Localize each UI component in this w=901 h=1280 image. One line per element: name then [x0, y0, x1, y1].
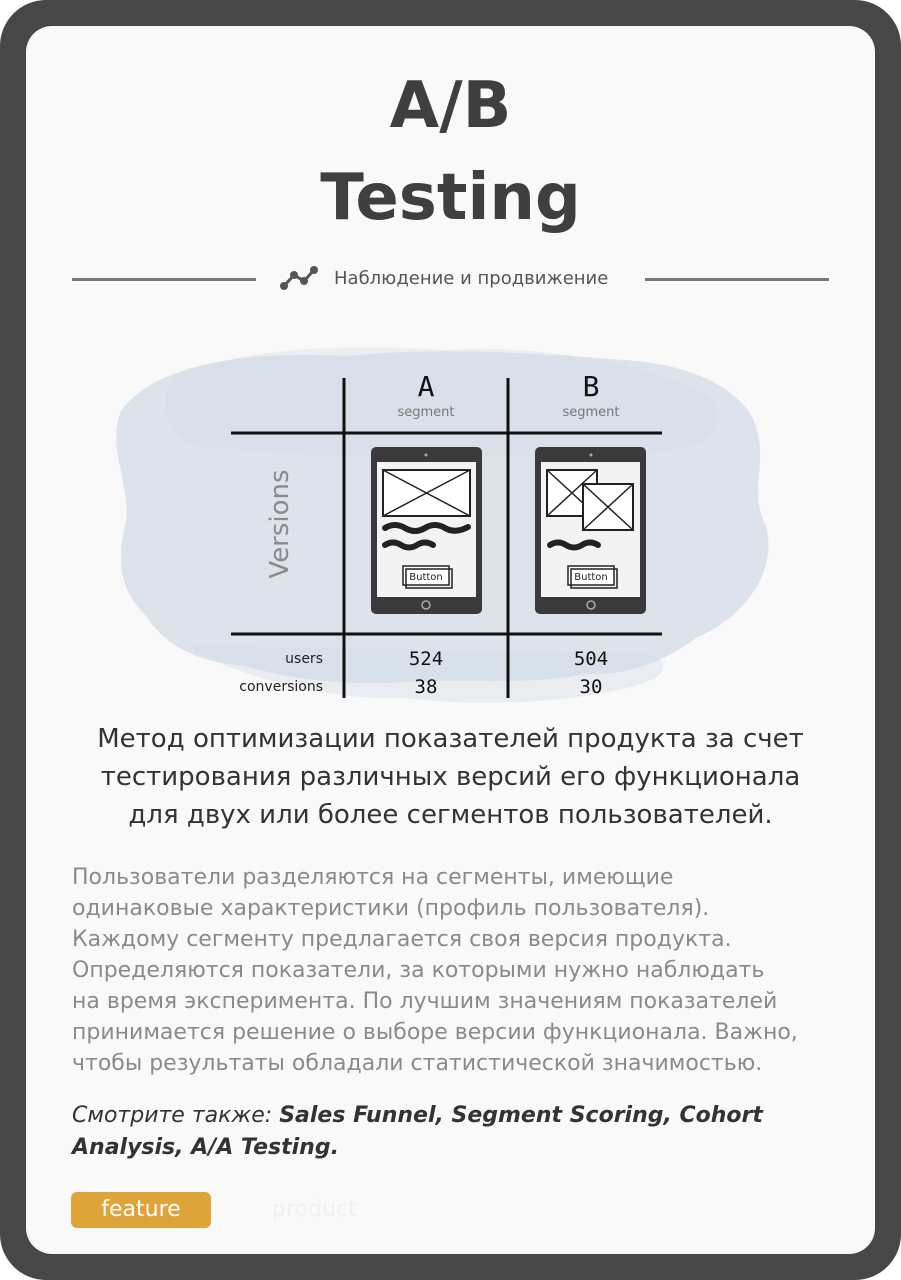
segment-b-conversions: 30 [579, 676, 603, 698]
body-line: Пользователи разделяются на сегменты, имеющие [72, 865, 674, 890]
lead-paragraph [76, 720, 825, 834]
card [26, 26, 875, 1254]
lead-line: Метод оптимизации показателей продукта за счет [97, 724, 804, 754]
category-label [280, 266, 608, 290]
metric-label-conversions: conversions [239, 679, 323, 695]
segment-a-users: 524 [408, 648, 444, 670]
body-line: Каждому сегменту предлагается своя версия продукта. [72, 927, 732, 952]
tag-feature[interactable]: feature [71, 1192, 211, 1228]
segment-b-sub: segment [562, 405, 620, 420]
ab-illustration [26, 316, 875, 716]
see-also [72, 1100, 832, 1164]
title-line-2: Testing [320, 161, 581, 235]
segment-a-sub: segment [397, 405, 455, 420]
tablet-a [371, 447, 482, 614]
body-line: одинаковые характеристики (профиль пользователя). [72, 896, 710, 921]
body-line: принимается решение о выборе версии функционала. Важно, [72, 1020, 798, 1045]
body-line: на время эксперимента. По лучшим значениям показателей [72, 989, 778, 1014]
see-also-links-2[interactable]: Analysis, A/A Testing. [72, 1135, 339, 1160]
lead-line: тестирования различных версий его функционала [100, 762, 801, 792]
separator-right [645, 278, 829, 281]
separator-left [72, 278, 256, 281]
body-line: чтобы результаты обладали статистической значимостью. [72, 1051, 763, 1076]
segment-a-conversions: 38 [414, 676, 438, 698]
title-line-1: A/B [389, 69, 512, 143]
see-also-links[interactable]: Sales Funnel, Segment Scoring, Cohort [279, 1103, 763, 1128]
see-also-prefix: Смотрите также: [72, 1103, 273, 1128]
body-paragraph [72, 862, 832, 1079]
body-line: Определяются показатели, за которыми нужно наблюдать [72, 958, 765, 983]
tablet-b-button-label: Button [574, 572, 608, 583]
tag-product[interactable]: product [272, 1197, 357, 1222]
segment-b-letter: B [582, 370, 600, 403]
segment-a-letter: A [417, 370, 435, 403]
metric-label-users: users [285, 651, 323, 667]
lead-line: для двух или более сегментов пользователей. [128, 800, 773, 830]
trend-line-icon [280, 266, 320, 290]
tablet-a-button-label: Button [409, 572, 443, 583]
tablet-b [535, 447, 646, 614]
category-text: Наблюдение и продвижение [334, 267, 609, 289]
versions-label: Versions [265, 469, 295, 579]
segment-b-users: 504 [573, 648, 609, 670]
